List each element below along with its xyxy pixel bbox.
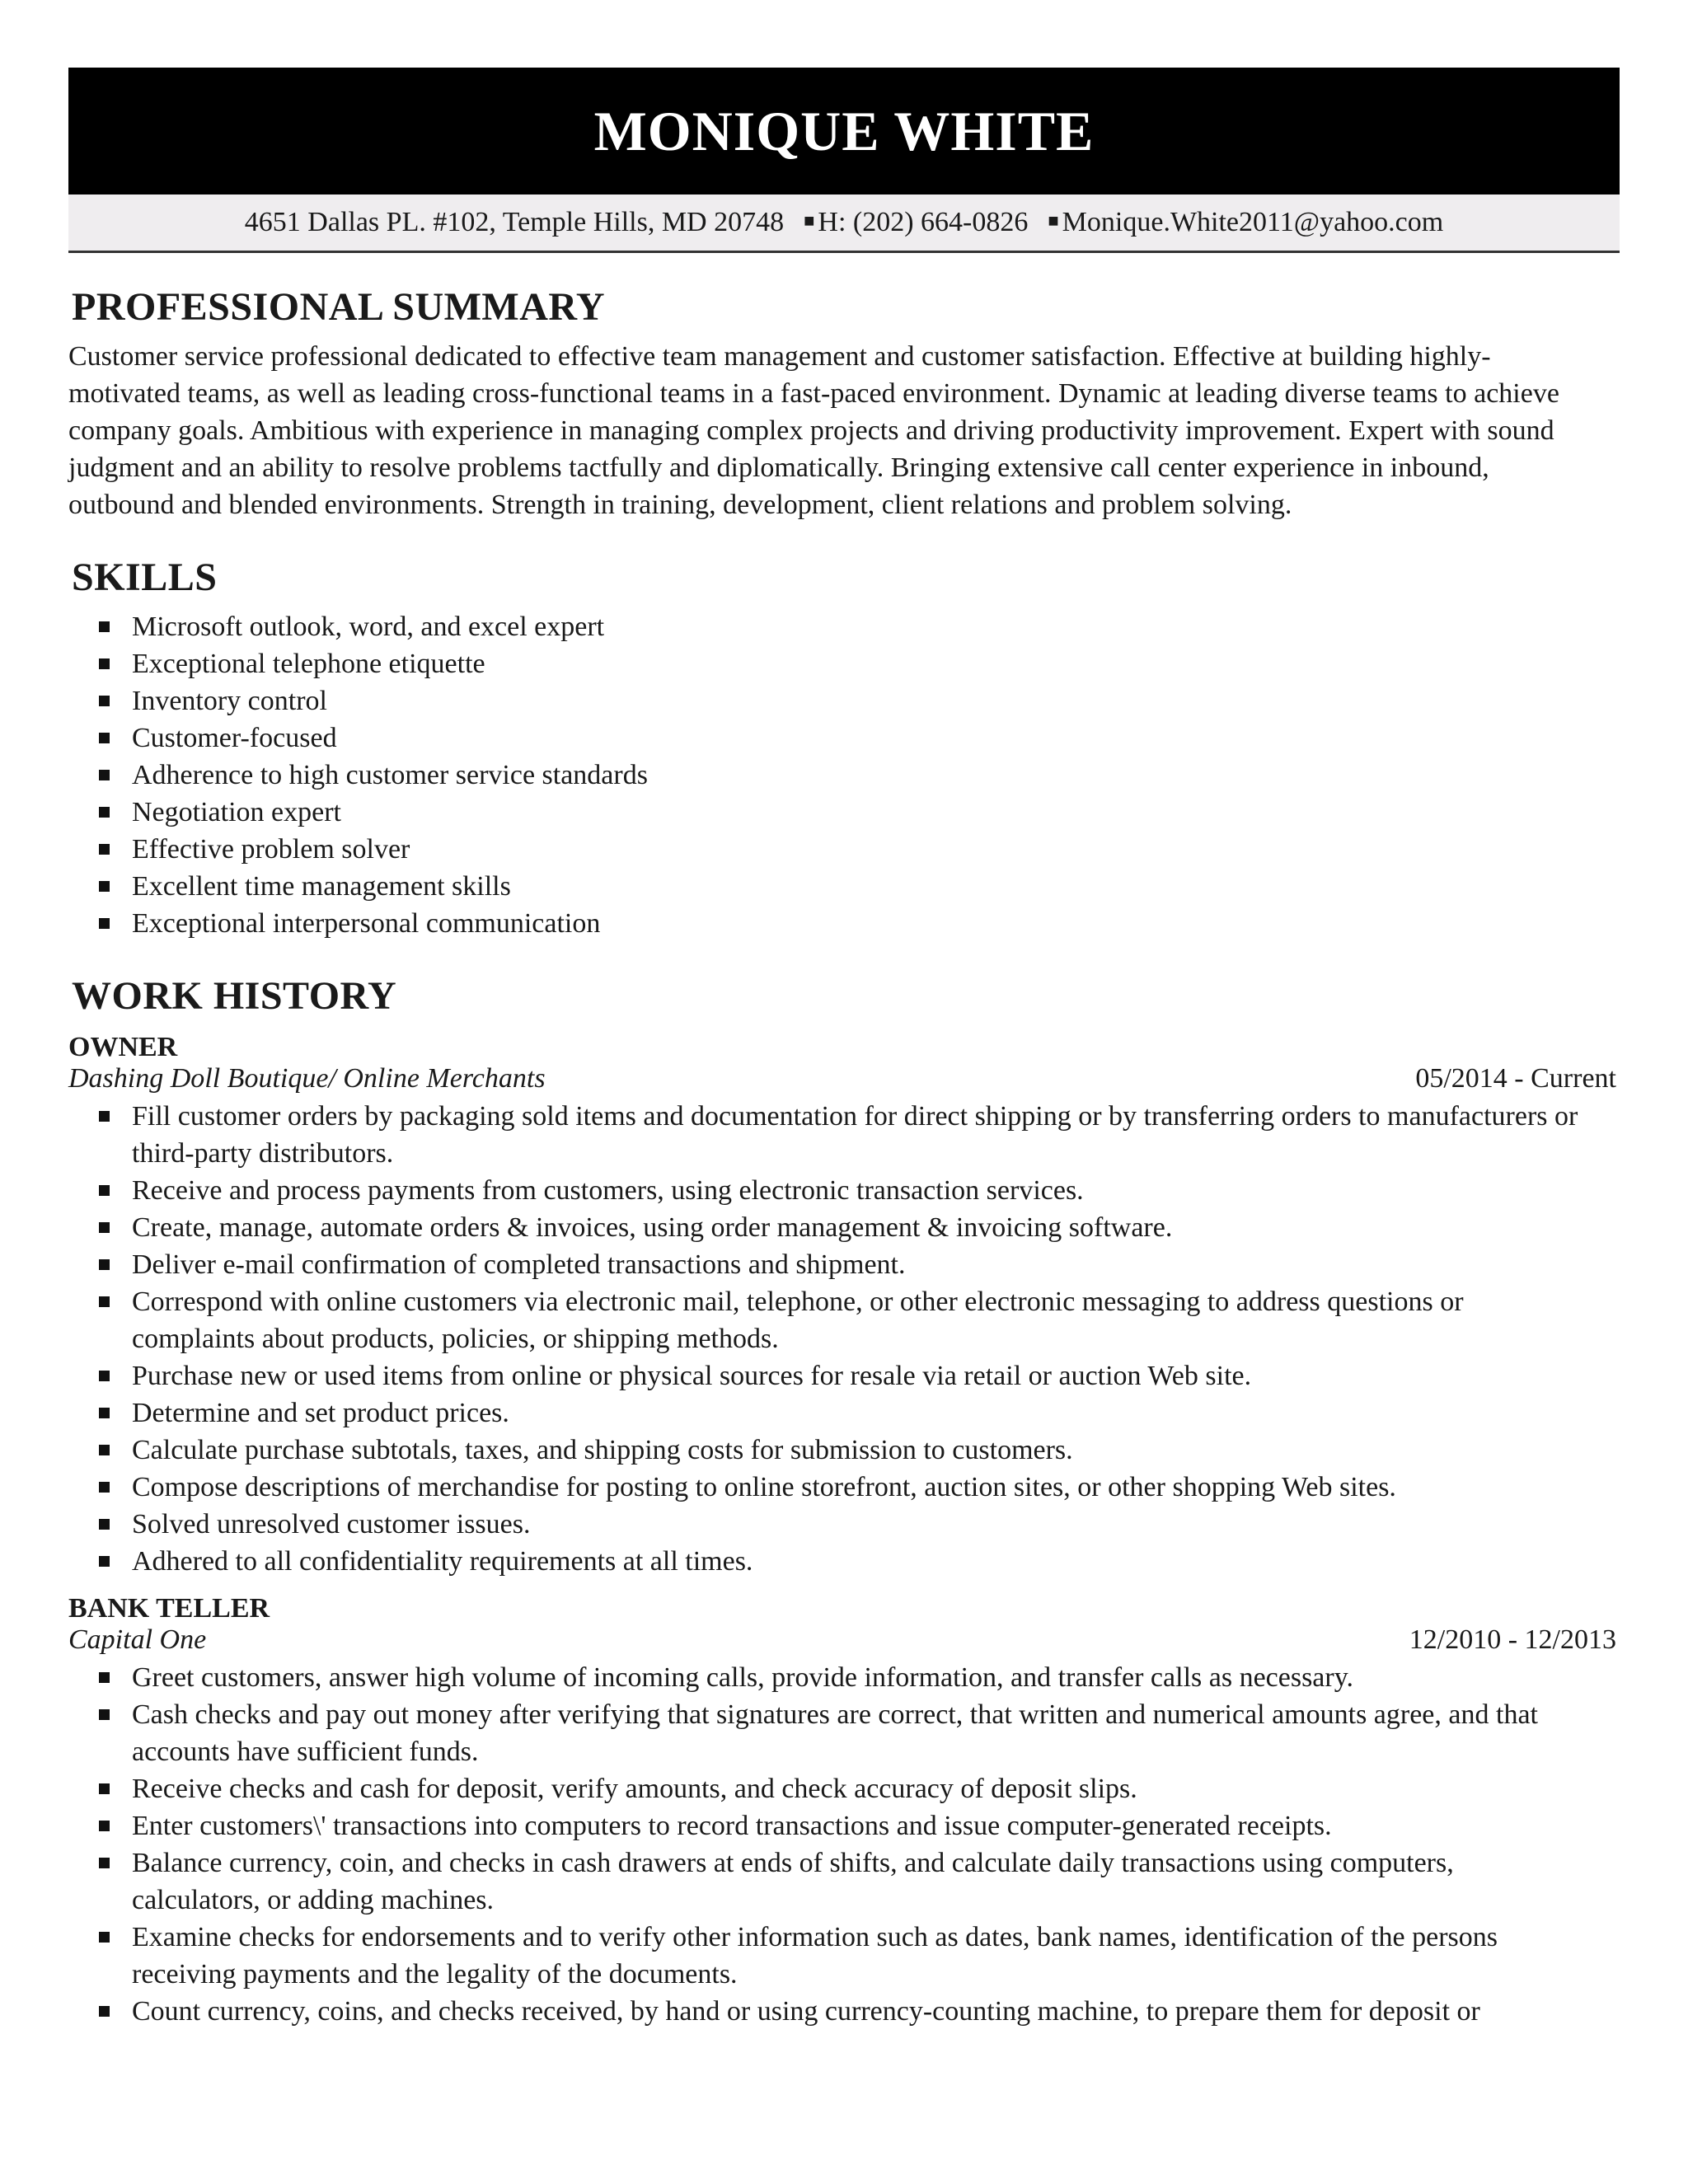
list-item-text: Cash checks and pay out money after verifying that signatures are correct, that written and numerical amounts agree, and that accounts have sufficient funds. <box>132 1699 1538 1767</box>
skills-heading: SKILLS <box>72 555 218 599</box>
job-meta-row <box>68 1624 1620 1656</box>
square-bullet-icon <box>99 2006 110 2017</box>
phone: H: (202) 664-0826 <box>818 207 1029 237</box>
square-bullet-icon <box>99 1111 110 1122</box>
list-item-text: Inventory control <box>132 686 327 716</box>
name-banner <box>68 68 1620 194</box>
square-bullet-icon <box>99 1185 110 1196</box>
list-item <box>68 1469 1620 1506</box>
list-item <box>68 1696 1620 1770</box>
square-bullet-icon <box>99 621 110 632</box>
square-bullet-icon <box>99 881 110 892</box>
job-title: BANK TELLER <box>68 1593 270 1624</box>
list-item-text: Determine and set product prices. <box>132 1398 509 1428</box>
list-item-text: Receive checks and cash for deposit, verify amounts, and check accuracy of deposit slips. <box>132 1774 1137 1804</box>
job-duties-list <box>68 1098 1620 1580</box>
list-item <box>68 1659 1620 1696</box>
contact-bar <box>68 194 1620 253</box>
list-item-text: Negotiation expert <box>132 797 341 827</box>
list-item <box>68 1172 1620 1209</box>
list-item-text: Customer-focused <box>132 723 337 753</box>
square-bullet-icon <box>99 1259 110 1270</box>
skills-list <box>68 608 1620 942</box>
square-bullet-icon <box>99 770 110 780</box>
list-item-text: Balance currency, coin, and checks in cash drawers at ends of shifts, and calculate daily transactions using computers, calculators, or adding machines. <box>132 1848 1454 1915</box>
list-item <box>68 1844 1620 1919</box>
list-item-text: Count currency, coins, and checks received, by hand or using currency-counting machine, to prepare them for deposit or <box>132 1996 1480 2027</box>
list-item-text: Exceptional interpersonal communication <box>132 908 601 939</box>
square-bullet-icon <box>99 1858 110 1868</box>
list-item <box>68 1770 1620 1807</box>
list-item-text: Receive and process payments from customers, using electronic transaction services. <box>132 1175 1084 1206</box>
list-item <box>68 1432 1620 1469</box>
list-item <box>68 1246 1620 1283</box>
list-item <box>68 868 1620 905</box>
list-item-text: Exceptional telephone etiquette <box>132 649 485 679</box>
square-bullet-icon <box>99 1519 110 1530</box>
square-bullet-icon <box>99 844 110 855</box>
company-name: Capital One <box>68 1624 207 1655</box>
list-item-text: Correspond with online customers via electronic mail, telephone, or other electronic messaging to address questions or complaints about products, policies, or shipping methods. <box>132 1286 1464 1354</box>
list-item-text: Examine checks for endorsements and to verify other information such as dates, bank names, identification of the persons receiving payments and the legality of the documents. <box>132 1922 1498 1990</box>
square-bullet-icon <box>99 1482 110 1493</box>
list-item <box>68 682 1620 719</box>
list-item <box>68 1543 1620 1580</box>
square-bullet-icon <box>99 918 110 929</box>
list-item-text: Compose descriptions of merchandise for posting to online storefront, auction sites, or other shopping Web sites. <box>132 1472 1396 1502</box>
square-bullet-icon <box>99 1296 110 1307</box>
list-item <box>68 608 1620 645</box>
list-item <box>68 1098 1620 1172</box>
list-item-text: Solved unresolved customer issues. <box>132 1509 531 1540</box>
list-item <box>68 757 1620 794</box>
square-bullet-icon <box>99 1408 110 1418</box>
square-bullet-icon <box>99 696 110 706</box>
list-item-text: Enter customers\' transactions into computers to record transactions and issue computer-generated receipts. <box>132 1811 1332 1841</box>
square-bullet-icon <box>99 1445 110 1455</box>
candidate-name: MONIQUE WHITE <box>593 99 1095 162</box>
work-history-list <box>68 1032 1620 2030</box>
list-item-text: Excellent time management skills <box>132 871 511 902</box>
list-item <box>68 905 1620 942</box>
email: Monique.White2011@yahoo.com <box>1062 207 1444 237</box>
list-item <box>68 1919 1620 1993</box>
square-bullet-icon <box>99 1672 110 1683</box>
company-name: Dashing Doll Boutique/ Online Merchants <box>68 1063 546 1094</box>
summary-heading: PROFESSIONAL SUMMARY <box>72 285 606 329</box>
list-item-text: Greet customers, answer high volume of incoming calls, provide information, and transfer calls as necessary. <box>132 1662 1354 1693</box>
summary-text: Customer service professional dedicated to effective team management and customer satisfaction. Effective at building highly-motivated teams, as well as leading cross-functional teams in a fast-paced environment. Dynamic at leading diverse teams to achieve company goals. Ambitious with experience in managing complex projects and driving productivity improvement. Expert with sound judgment and an ability to resolve problems tactfully and diplomatically. Bringing extensive call center experience in inbound, outbound and blended environments. Strength in training, development, client relations and problem solving. <box>68 341 1559 520</box>
list-item <box>68 794 1620 831</box>
list-item-text: Adherence to high customer service standards <box>132 760 648 790</box>
list-item-text: Deliver e-mail confirmation of completed transactions and shipment. <box>132 1249 906 1280</box>
square-bullet-icon <box>99 1821 110 1831</box>
job-duties-list <box>68 1659 1620 2030</box>
list-item-text: Calculate purchase subtotals, taxes, and shipping costs for submission to customers. <box>132 1435 1073 1465</box>
list-item-text: Effective problem solver <box>132 834 410 865</box>
list-item-text: Create, manage, automate orders & invoices, using order management & invoicing software. <box>132 1212 1173 1243</box>
address: 4651 Dallas PL. #102, Temple Hills, MD 20748 <box>244 207 785 237</box>
square-bullet-icon <box>99 1709 110 1720</box>
job-entry <box>68 1593 1620 2030</box>
square-bullet-icon <box>99 1222 110 1233</box>
bullet-separator-icon: ■ <box>1048 210 1059 231</box>
list-item <box>68 1394 1620 1432</box>
list-item <box>68 1993 1620 2030</box>
job-dates: 05/2014 - Current <box>1415 1063 1616 1094</box>
job-dates: 12/2010 - 12/2013 <box>1409 1624 1616 1655</box>
square-bullet-icon <box>99 658 110 669</box>
square-bullet-icon <box>99 1556 110 1567</box>
square-bullet-icon <box>99 1932 110 1943</box>
job-entry <box>68 1032 1620 1580</box>
list-item <box>68 1283 1620 1357</box>
list-item <box>68 645 1620 682</box>
list-item <box>68 1209 1620 1246</box>
square-bullet-icon <box>99 1783 110 1794</box>
list-item-text: Fill customer orders by packaging sold items and documentation for direct shipping or by transferring orders to manufacturers or third-party distributors. <box>132 1101 1578 1169</box>
list-item <box>68 1807 1620 1844</box>
square-bullet-icon <box>99 807 110 818</box>
list-item <box>68 1357 1620 1394</box>
work-history-heading: WORK HISTORY <box>72 974 397 1018</box>
job-title: OWNER <box>68 1032 178 1062</box>
job-meta-row <box>68 1063 1620 1094</box>
list-item-text: Adhered to all confidentiality requirements at all times. <box>132 1546 753 1577</box>
square-bullet-icon <box>99 1371 110 1381</box>
list-item-text: Microsoft outlook, word, and excel expert <box>132 612 605 642</box>
bullet-separator-icon: ■ <box>804 210 815 231</box>
list-item <box>68 1506 1620 1543</box>
list-item <box>68 719 1620 757</box>
list-item <box>68 831 1620 868</box>
square-bullet-icon <box>99 733 110 743</box>
list-item-text: Purchase new or used items from online or physical sources for resale via retail or auction Web site. <box>132 1361 1252 1391</box>
